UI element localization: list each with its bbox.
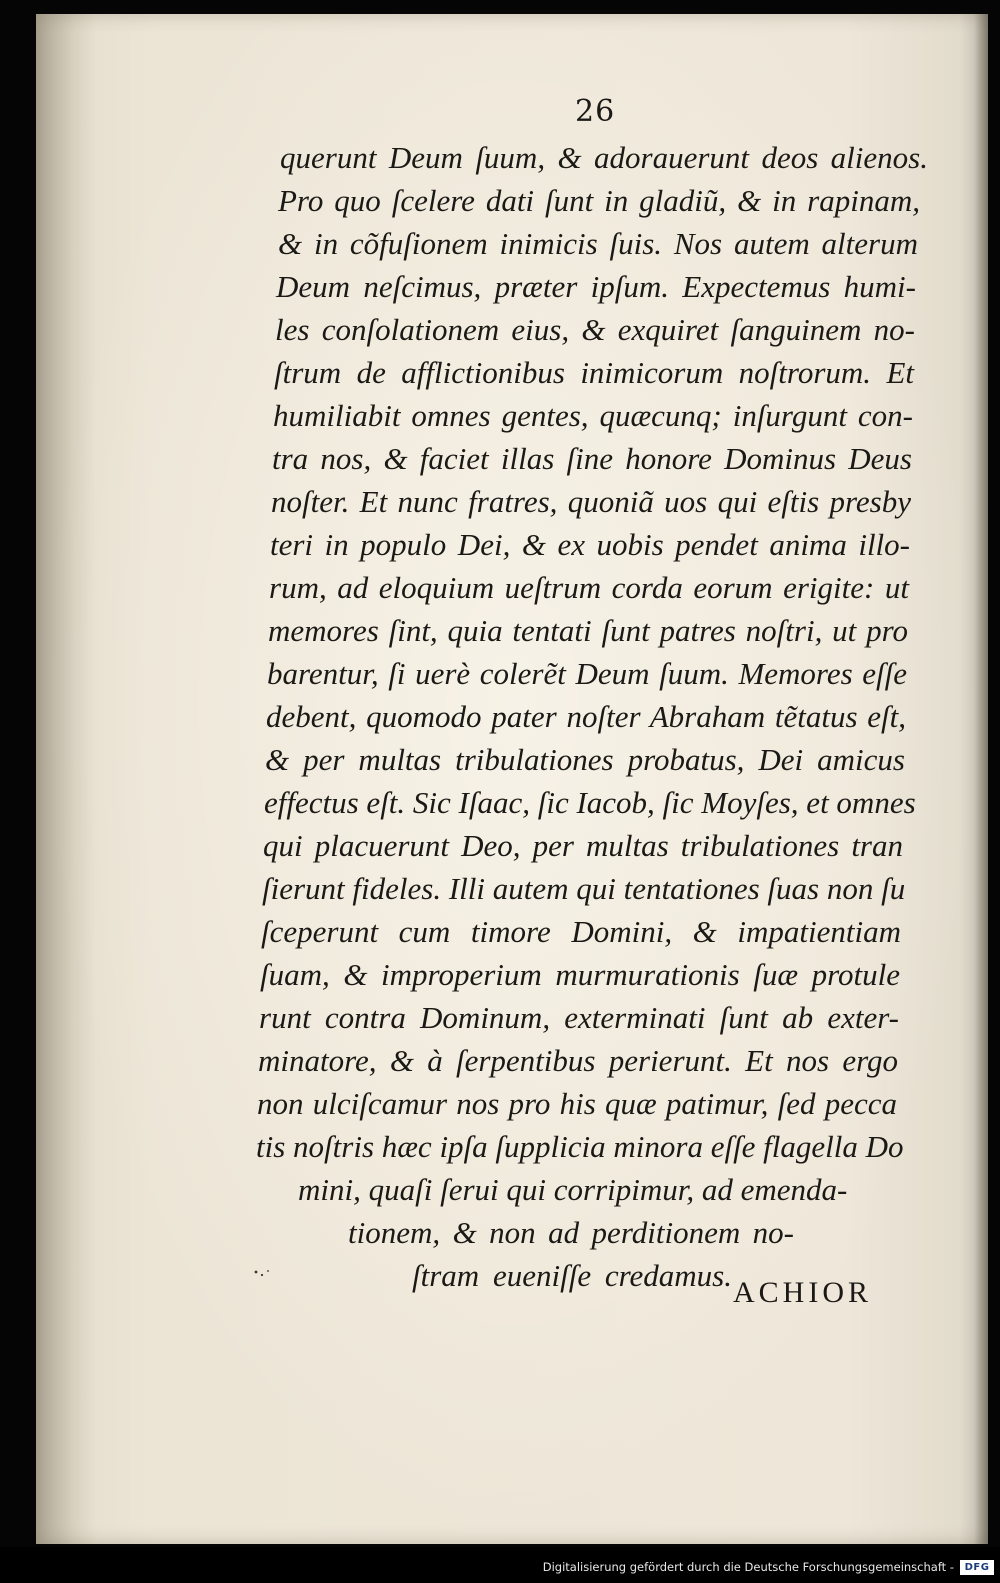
text-line: tis noſtris hæc ipſa ſupplicia minora eſſe flagella Do: [256, 1129, 904, 1164]
text-line: ſuam, & improperium murmurationis ſuæ protule: [260, 957, 900, 992]
page-edge-shadow: [974, 14, 988, 1544]
text-line: ſceperunt cum timore Domini, & impatientiam: [261, 914, 901, 949]
text-line: teri in populo Dei, & ex uobis pendet anima illo-: [270, 527, 910, 562]
text-line: & in cõfuſionem inimicis ſuis. Nos autem alterum: [278, 226, 918, 261]
dfg-logo-icon: DFG: [960, 1560, 994, 1575]
text-line: Deum neſcimus, præter ipſum. Expectemus humi-: [276, 269, 916, 304]
funding-credit: Digitalisierung gefördert durch die Deutsche Forschungsgemeinschaft -: [542, 1560, 954, 1574]
text-line: & per multas tribulationes probatus, Dei amicus: [265, 742, 905, 777]
text-line: non ulciſcamur nos pro his quæ patimur, ſed pecca: [257, 1086, 897, 1121]
page-fold-shadow: [36, 14, 96, 1544]
text-line: ſtrum de afflictionibus inimicorum noſtrorum. Et: [274, 355, 914, 390]
text-line: ſtram eueniſſe credamus.: [412, 1258, 732, 1293]
text-line: mini, quaſi ſerui qui corripimur, ad emenda-: [298, 1172, 848, 1207]
text-line: ſierunt fideles. Illi autem qui tentationes ſuas non ſu: [262, 871, 906, 906]
text-line: runt contra Dominum, exterminati ſunt ab exter-: [259, 1000, 899, 1035]
text-line: Pro quo ſcelere dati ſunt in gladiũ, & in rapinam,: [278, 183, 920, 218]
text-line: qui placuerunt Deo, per multas tribulationes tran: [263, 828, 903, 863]
text-line: memores ſint, quia tentati ſunt patres noſtri, ut pro: [268, 613, 908, 648]
text-line: minatore, & à ſerpentibus perierunt. Et nos ergo: [258, 1043, 898, 1078]
text-line: debent, quomodo pater noſter Abraham tẽtatus eſt,: [266, 699, 906, 734]
page-number: 26: [575, 94, 616, 129]
text-line: effectus eſt. Sic Iſaac, ſic Iacob, ſic Moyſes, et omnes: [264, 785, 916, 820]
text-line: querunt Deum ſuum, & adorauerunt deos alienos.: [280, 140, 928, 175]
text-line: tra nos, & faciet illas ſine honore Dominus Deus: [272, 441, 912, 476]
text-line: rum, ad eloquium ueſtrum corda eorum erigite: ut: [269, 570, 909, 605]
ink-specks: [252, 1264, 282, 1284]
text-line: barentur, ſi uerè colerẽt Deum ſuum. Memores eſſe: [267, 656, 907, 691]
text-line: tionem, & non ad perditionem no-: [348, 1215, 794, 1250]
text-line: humiliabit omnes gentes, quæcunq; inſurgunt con-: [273, 398, 913, 433]
catchword: ACHIOR: [733, 1276, 873, 1309]
footer-bar: [0, 1547, 1000, 1583]
text-line: noſter. Et nunc fratres, quoniã uos qui eſtis presby: [271, 484, 911, 519]
text-line: les conſolationem eius, & exquiret ſanguinem no-: [275, 312, 915, 347]
